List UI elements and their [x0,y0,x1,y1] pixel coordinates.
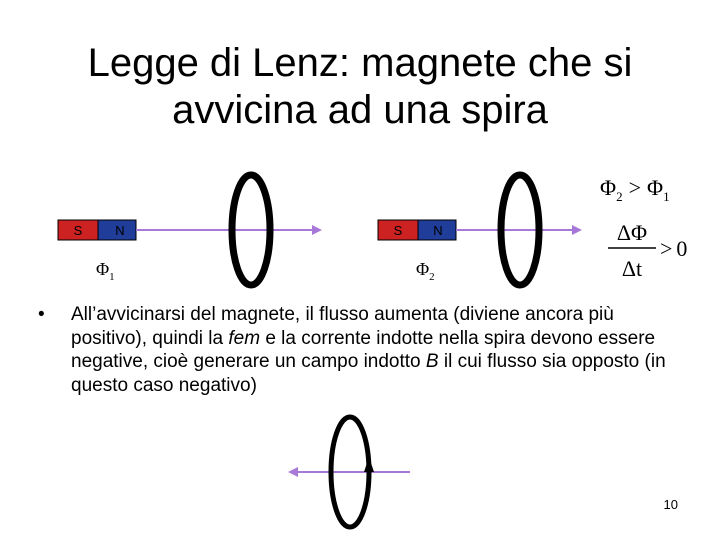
induced-field-scene [290,417,410,527]
formula-gt-zero: > 0 [660,236,688,261]
bullet-marker: • [38,304,45,325]
scene-2 [378,175,580,285]
page-number: 10 [663,497,678,512]
bullet-point [38,303,688,397]
scene-1 [58,175,320,285]
title-line-2: avvicina ad una spira [172,88,548,132]
svg-text:Φ2>Φ1: $\Phi_2 > \Phi_1$ [600,175,670,204]
formula-inequality [600,175,670,204]
b-term: B [425,351,439,372]
magnet-2-south-label: S [393,223,403,238]
formula-denominator: Δt [621,256,643,281]
magnet-1-north-label: N [115,223,125,238]
bullet-text: All’avvicinarsi del magnete, il flusso aumenta (diviene ancora più positivo), quindi la fem e la corrente indotte nella spira devono essere negative, cioè generare un campo indotto B il cui flusso sia opposto (in questo caso negativo) [71,304,666,396]
flux-2-label: $\Phi_2$ [416,259,435,283]
current-direction-arrow [364,457,374,472]
formula-rate [608,220,687,281]
formula-numerator: ΔΦ [616,220,648,245]
flux-1-label: $\Phi_1$ [96,259,115,283]
magnet-1-south-label: S [73,223,83,238]
title-line-1: Legge di Lenz: magnete che si [87,41,633,85]
formula-phi-2: Φ [600,175,617,200]
magnet-2-north-label: N [433,223,443,238]
fem-term: fem [228,327,261,349]
